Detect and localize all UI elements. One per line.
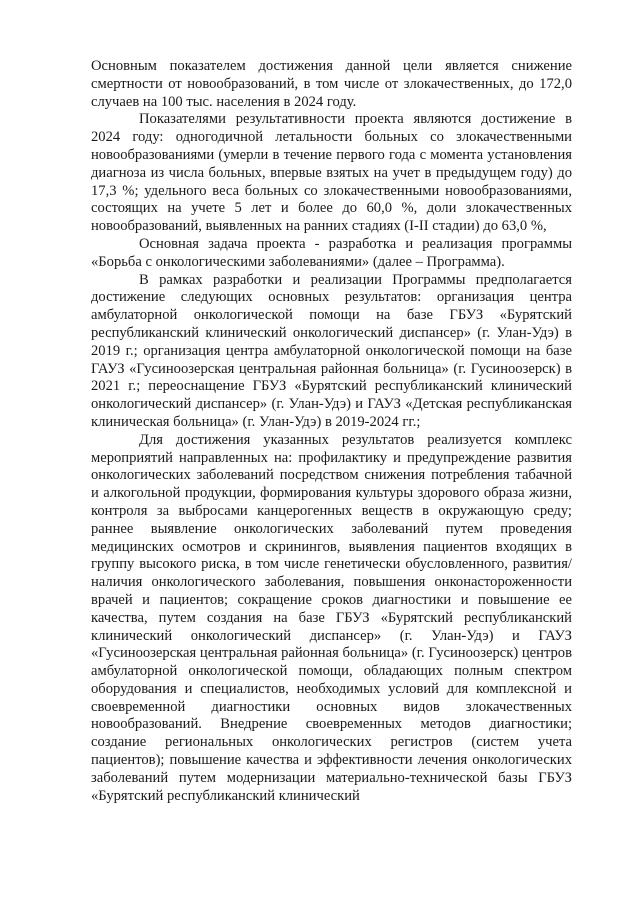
paragraph-main-task: Основная задача проекта - разработка и реализация программы «Борьба с онкологическими заболеваниями» (далее – Программа).	[91, 235, 572, 270]
paragraph-main-indicator: Основным показателем достижения данной цели является снижение смертности от новообразований, в том числе от злокачественных, до 172,0 случаев на 100 тыс. населения в 2024 году.	[91, 58, 572, 110]
paragraph-expected-results: В рамках разработки и реализации Программы предполагается достижение следующих основных результатов: организация центра амбулаторной онкологической помощи на базе ГБУЗ «Бурятский республиканский клинический онкологический диспансер» (г. Улан-Удэ) в 2019 г.; организация центра амбулаторной онкологической помощи на базе ГАУЗ «Гусиноозерская центральная районная больница» (г. Гусиноозерск) в 2021 г.; переоснащение ГБУЗ «Бурятский республиканский клинический онкологический диспансер» (г. Улан-Удэ) и ГАУЗ «Детская республиканская клиническая больница» (г. Улан-Удэ) в 2019-2024 гг.;	[91, 271, 572, 430]
document-body	[91, 58, 572, 805]
paragraph-performance-indicators: Показателями результативности проекта являются достижение в 2024 году: одногодичной летальности больных со злокачественными новообразованиями (умерли в течение первого года с момента установления диагноза из числа больных, впервые взятых на учет в предыдущем году) до 17,3 %; удельного веса больных со злокачественными новообразованиями, состоящих на учете 5 лет и более до 60,0 %, доли злокачественных новообразований, выявленных на ранних стадиях (I-II стадии) до 63,0 %,	[91, 111, 572, 235]
paragraph-measures: Для достижения указанных результатов реализуется комплекс мероприятий направленных на: профилактику и предупреждение развития онкологических заболеваний посредством снижения потребления табачной и алкогольной продукции, формирования культуры здорового образа жизни, контроля за выбросами канцерогенных веществ в окружающую среду; раннее выявление онкологических заболеваний путем проведения медицинских осмотров и скринингов, выявления пациентов входящих в группу высокого риска, в том числе генетически обусловленного, развития/наличия онкологического заболевания, повышения онконастороженности врачей и пациентов; сокращение сроков диагностики и повышение ее качества, путем создания на базе ГБУЗ «Бурятский республиканский клинический онкологический диспансер» (г. Улан-Удэ) и ГАУЗ «Гусиноозерская центральная районная больница» (г. Гусиноозерск) центров амбулаторной онкологической помощи, обладающих полным спектром оборудования и специалистов, необходимых условий для комплексной и своевременной диагностики основных видов злокачественных новообразований. Внедрение своевременных методов диагностики; создание региональных онкологических регистров (систем учета пациентов); повышение качества и эффективности лечения онкологических заболеваний путем модернизации материально-технической базы ГБУЗ «Бурятский республиканский клинический	[91, 431, 572, 804]
